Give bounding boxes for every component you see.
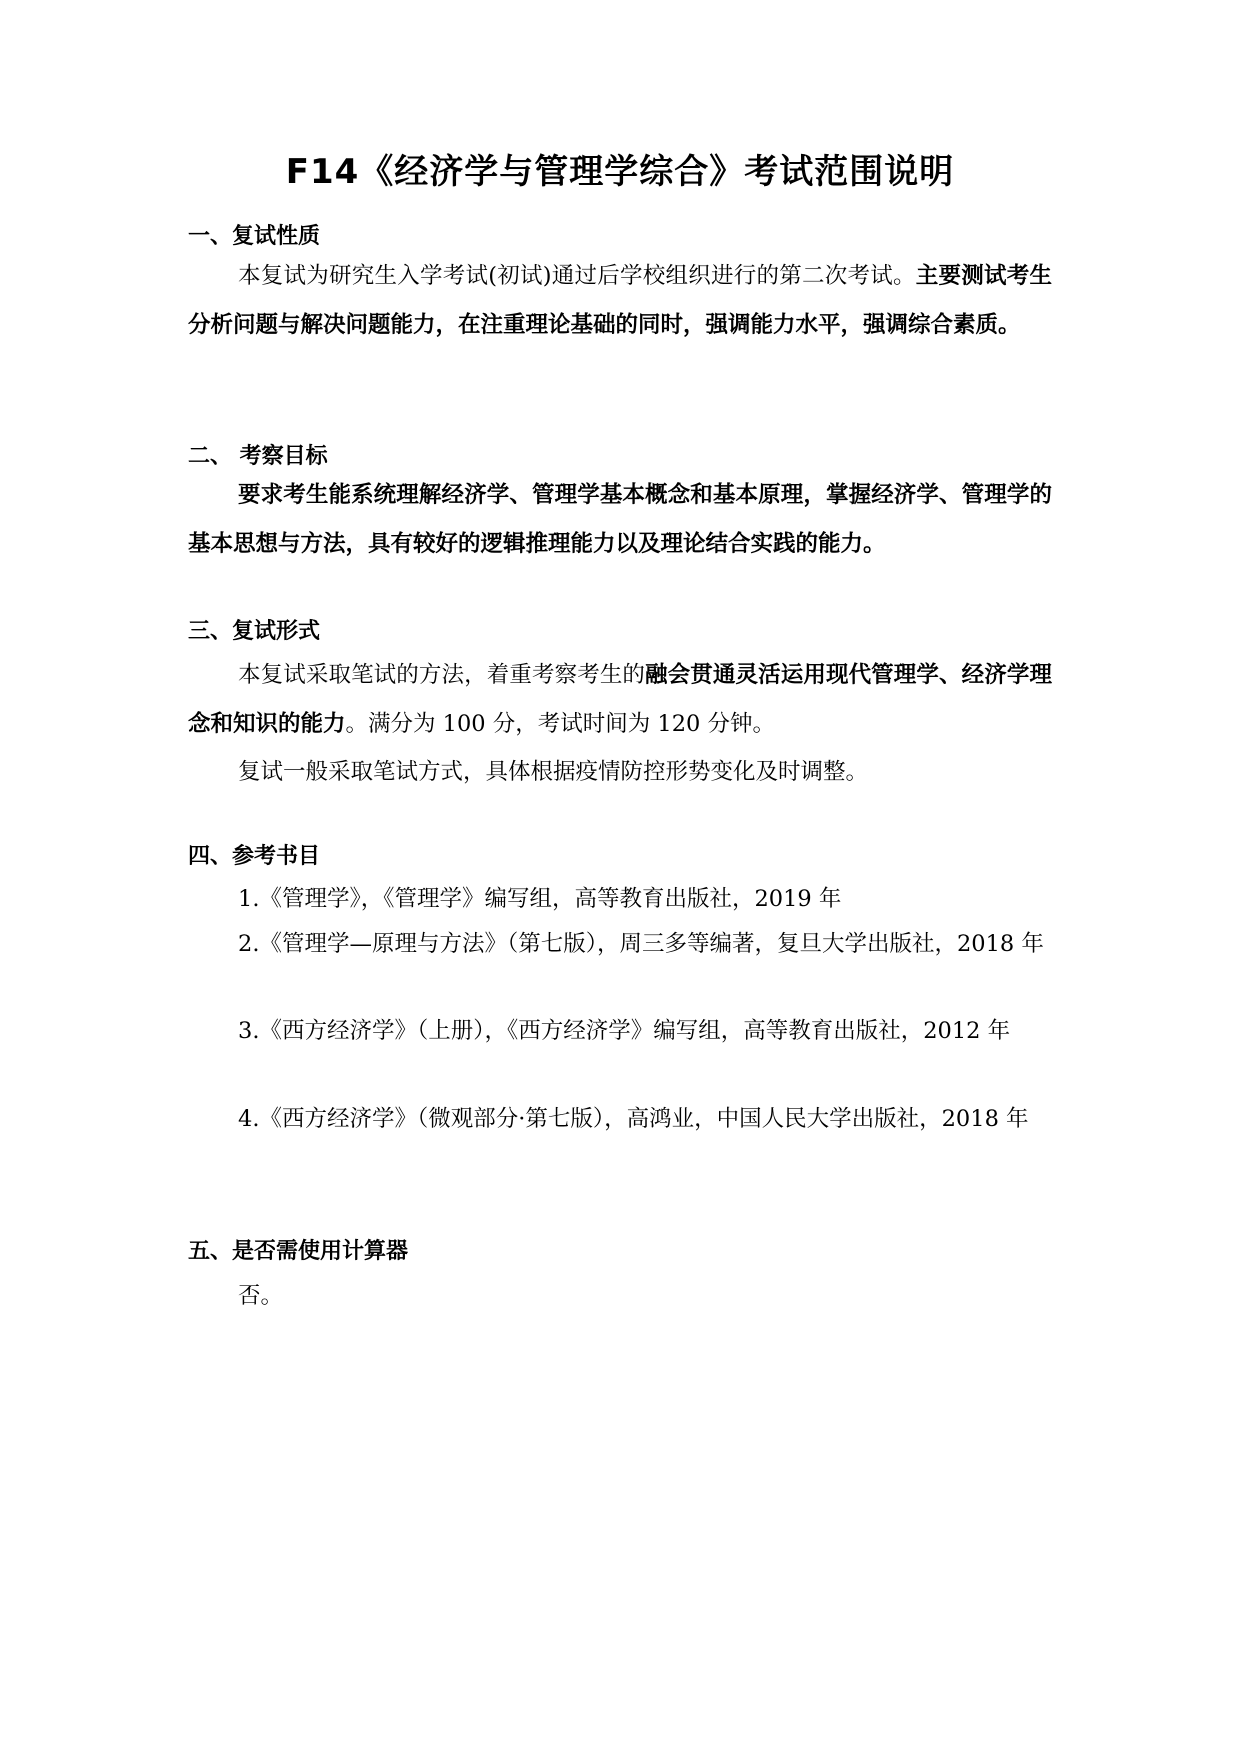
reference-book-1: 1.《管理学》，《管理学》编写组，高等教育出版社，2019 年 [238,886,842,912]
section-paragraph-nature [188,252,1052,350]
paragraph-text: 本复试为研究生入学考试(初试)通过后学校组织进行的第二次考试。 [238,263,916,289]
section-heading-objectives: 二、 考察目标 [188,444,328,469]
section-paragraph-objectives: 要求考生能系统理解经济学、管理学基本概念和基本原理，掌握经济学、管理学的基本思想与方法，具有较好的逻辑推理能力以及理论结合实践的能力。 [188,482,1052,557]
reference-book-3: 3.《西方经济学》（上册），《西方经济学》编写组，高等教育出版社，2012 年 [238,1018,1011,1044]
paragraph-text: 。满分为 100 分，考试时间为 120 分钟。 [345,711,776,737]
reference-book-4: 4.《西方经济学》（微观部分·第七版），高鸿业，中国人民大学出版社，2018 年 [238,1106,1029,1132]
section-paragraph-format-note: 复试一般采取笔试方式，具体根据疫情防控形势变化及时调整。 [238,759,869,785]
document-title: F14《经济学与管理学综合》考试范围说明 [285,152,955,192]
section-paragraph-calculator: 否。 [238,1283,284,1309]
section-paragraph-format [188,651,1052,749]
section-heading-references: 四、参考书目 [188,844,321,869]
paragraph-text: 本复试采取笔试的方法，着重考察考生的 [238,662,646,688]
reference-book-2: 2.《管理学—原理与方法》（第七版），周三多等编著，复旦大学出版社，2018 年 [238,931,1044,957]
section-heading-calculator: 五、是否需使用计算器 [188,1239,409,1264]
paragraph-emphasis: 主要测试考生分析问题与解决问题能力，在注重理论基础的同时，强调能力水平，强调综合素质。 [188,263,1052,338]
section-heading-nature: 一、复试性质 [188,224,321,249]
paragraph-emphasis: 融会贯通灵活运用现代管理学、经济学理念和知识的能力 [188,662,1052,737]
section-heading-format: 三、复试形式 [188,619,321,644]
